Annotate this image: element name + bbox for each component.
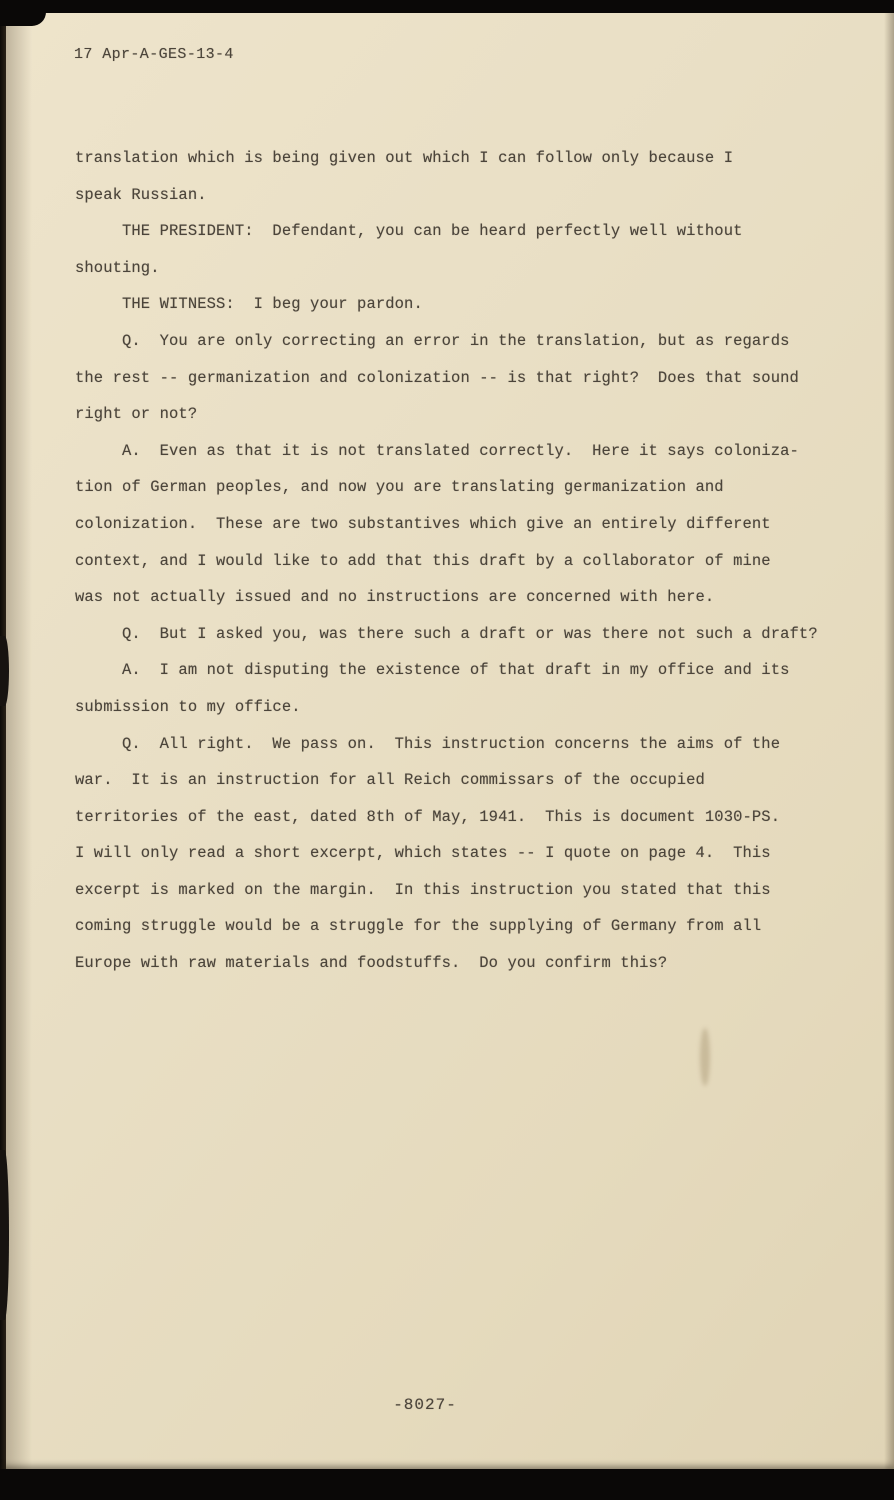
transcript-line: THE PRESIDENT: Defendant, you can be heard perfectly well without [75, 222, 743, 241]
transcript-line: A. I am not disputing the existence of that draft in my office and its [75, 661, 790, 680]
transcript-line: war. It is an instruction for all Reich commissars of the occupied [75, 771, 705, 790]
transcript-line: THE WITNESS: I beg your pardon. [75, 295, 423, 314]
transcript-line: tion of German peoples, and now you are translating germanization and [75, 478, 724, 497]
transcript-line: right or not? [75, 405, 198, 424]
transcript-line: shouting. [75, 258, 160, 277]
transcript-line: coming struggle would be a struggle for the supplying of Germany from all [75, 917, 762, 936]
transcript-line: territories of the east, dated 8th of May, 1941. This is document 1030-PS. [75, 807, 781, 826]
transcript-line: submission to my office. [75, 697, 301, 716]
transcript-line: the rest -- germanization and colonization -- is that right? Does that sound [75, 368, 799, 387]
transcript-line: speak Russian. [75, 185, 207, 204]
transcript-line: Q. All right. We pass on. This instruction concerns the aims of the [75, 734, 781, 753]
transcript-line: colonization. These are two substantives which give an entirely different [75, 514, 771, 533]
transcript-body [75, 140, 845, 982]
page-top-edge [0, 0, 894, 13]
paper-tear [0, 1150, 9, 1320]
page-right-shadow [884, 0, 894, 1500]
transcript-line: context, and I would like to add that this draft by a collaborator of mine [75, 551, 771, 570]
page-number: -8027- [393, 1396, 457, 1414]
transcript-line: was not actually issued and no instructions are concerned with here. [75, 588, 715, 607]
paper-tear [0, 636, 9, 706]
paper-smudge [700, 1028, 710, 1086]
page-top-corner [0, 0, 46, 26]
transcript-line: A. Even as that it is not translated correctly. Here it says coloniza- [75, 441, 799, 460]
transcript-line: I will only read a short excerpt, which states -- I quote on page 4. This [75, 844, 771, 863]
page-left-shadow [6, 0, 32, 1500]
transcript-line: Europe with raw materials and foodstuffs. Do you confirm this? [75, 954, 668, 973]
transcript-line: excerpt is marked on the margin. In this instruction you stated that this [75, 880, 771, 899]
transcript-line: Q. But I asked you, was there such a draft or was there not such a draft? [75, 624, 818, 643]
transcript-line: translation which is being given out which I can follow only because I [75, 149, 734, 167]
transcript-line: Q. You are only correcting an error in the translation, but as regards [75, 331, 790, 350]
page-header-reference: 17 Apr-A-GES-13-4 [74, 46, 234, 63]
page-bottom-edge [0, 1469, 894, 1500]
